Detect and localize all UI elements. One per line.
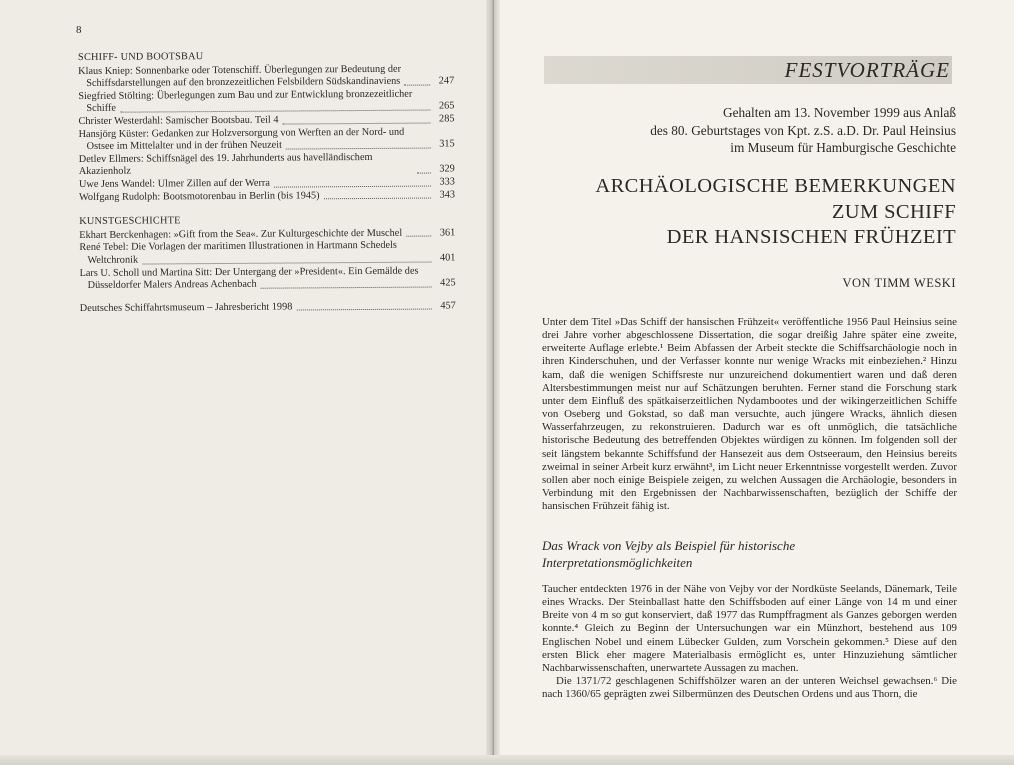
author-last-name: WESKI	[913, 276, 956, 290]
body-paragraph: Die 1371/72 geschlagenen Schiffshölzer waren an der unteren Weichsel gewachsen.⁶ Die nach 1360/65 geprägten zwei Silbermünzen des Deutschen Ordens und aus Thorn, die	[542, 675, 957, 701]
occasion-line: des 80. Geburtstages von Kpt. z.S. a.D. Dr. Paul Heinsius	[650, 122, 956, 138]
toc-entry-text: Ekhart Berckenhagen: »Gift from the Sea«. Zur Kulturgeschichte der Muschel	[79, 227, 403, 241]
title-line: ARCHÄOLOGISCHE BEMERKUNGEN	[595, 175, 956, 197]
toc-page-number: 247	[438, 75, 455, 87]
title-line: DER HANSISCHEN FRÜHZEIT	[666, 226, 956, 248]
toc-entry-text: Hansjörg Küster: Gedanken zur Holzversorgung von Werften an der Nord- und	[78, 126, 405, 140]
article-author	[842, 276, 956, 291]
section-text	[542, 583, 957, 701]
body-paragraph: Taucher entdeckten 1976 in der Nähe von Vejby vor der Nordküste Seelands, Dänemark, Teile eines Wracks. Der Steinballast hatte den Schiffsboden auf einer Länge von 14 m und einer Breite von 4 m so gut konserviert, daß 1977 das Rumpffragment als Ganzes geborgen werden konnte.⁴ Gleich zu Beginn der Untersuchungen war ein Münzhort, bestehend aus 109 Englischen Nobel und einem Lübecker Gulden, zum Vorschein gekommen.⁵ Diese auf den ersten Blick eher magere Materialbasis ermöglicht es, unter Hinzuziehung sämtlicher Nachbarwissenschaften, unerwartete Aussagen zu machen.	[542, 583, 957, 674]
toc-entry-text: Christer Westerdahl: Samischer Bootsbau. Teil 4	[78, 114, 279, 127]
page-bottom-edge	[0, 755, 1014, 765]
toc-leader-dots	[404, 84, 430, 85]
title-line: ZUM SCHIFF	[831, 200, 956, 223]
author-prefix: VON	[842, 276, 872, 290]
author-first-name: TIMM	[874, 276, 911, 290]
toc-leader-dots	[142, 261, 431, 264]
toc-leader-dots	[282, 122, 430, 124]
toc-page-number: 329	[439, 163, 455, 175]
toc-entry-text: Klaus Kniep: Sonnenbarke oder Totenschiff. Überlegungen zur Bedeutung der	[78, 63, 402, 77]
page-number: 8	[76, 24, 82, 36]
section-subheading	[542, 538, 957, 571]
toc-page-number: 315	[439, 138, 455, 150]
toc-leader-dots	[417, 172, 431, 173]
occasion-line: im Museum für Hamburgische Geschichte	[730, 140, 956, 155]
section-header-title: FESTVORTRÄGE	[784, 58, 950, 82]
occasion-line: Gehalten am 13. November 1999 aus Anlaß	[722, 105, 956, 120]
toc-page-number: 401	[439, 252, 456, 264]
toc-leader-dots	[406, 236, 431, 237]
toc-entry-text: Wolfgang Rudolph: Bootsmotorenbau in Berlin (bis 1945)	[78, 189, 320, 203]
toc-page-number: 285	[438, 113, 455, 125]
toc-page-number: 333	[439, 176, 455, 188]
toc-page-number: 361	[439, 227, 456, 239]
article-title	[516, 174, 956, 251]
toc-leader-dots	[324, 198, 431, 200]
toc-section-heading: SCHIFF- UND BOOTSBAU	[78, 51, 204, 63]
toc-entry-text: Weltchronik	[87, 254, 139, 266]
book-gutter	[486, 0, 500, 765]
toc-leader-dots	[296, 309, 431, 311]
toc-entry-text: Siegfried Stölting: Überlegungen zum Bau und zur Entwicklung bronzezeitlicher	[78, 88, 413, 102]
subheading-line: Interpretationsmöglichkeiten	[542, 554, 693, 570]
intro-text	[542, 316, 957, 513]
subheading-line: Das Wrack von Vejby als Beispiel für historische	[542, 538, 796, 553]
toc-leader-dots	[274, 185, 431, 187]
toc-entry	[78, 88, 454, 103]
toc-entry	[79, 151, 455, 179]
toc-entry	[80, 265, 456, 280]
toc-section-heading: KUNSTGESCHICHTE	[79, 215, 181, 228]
toc-entry-text: Detlev Ellmers: Schiffsnägel des 19. Jahrhunderts aus havelländischem Akazienholz	[78, 151, 373, 178]
toc-page-number: 265	[438, 100, 455, 112]
toc-entry	[80, 300, 456, 315]
table-of-contents	[78, 49, 456, 315]
toc-entry-text: Schiffsdarstellungen auf den bronzezeitlichen Felsbildern Südskandinaviens	[86, 75, 401, 90]
toc-leader-dots	[120, 110, 430, 113]
toc-page-number: 425	[440, 277, 456, 289]
toc-page-number: 457	[440, 300, 456, 312]
left-page	[0, 0, 492, 765]
toc-entry-text: Düsseldorfer Malers Andreas Achenbach	[87, 278, 257, 292]
toc-entry-text: Ostsee im Mittelalter und in der frühen Neuzeit	[86, 139, 282, 153]
toc-page-number: 343	[439, 188, 456, 201]
toc-entry-text: René Tebel: Die Vorlagen der maritimen Illustrationen in Hartmann Schedels	[79, 240, 397, 254]
lecture-occasion	[536, 104, 956, 157]
toc-entry	[79, 189, 455, 204]
toc-entry-text: Lars U. Scholl und Martina Sitt: Der Untergang der »President«. Ein Gemälde des	[79, 265, 419, 279]
toc-entry-text: Schiffe	[86, 103, 116, 115]
body-paragraph: Unter dem Titel »Das Schiff der hansischen Frühzeit« veröffentliche 1956 Paul Heinsius seine drei Jahre vorher abgeschlossene Dissertation, die sogar dreißig Jahre später eine zweite, erweiterte Auflage erlebte.¹ Beim Abfassen der Arbeit steckte die Schiffsarchäologie noch in ihren Kinderschuhen, und der Verfasser konnte nur wenige Wracks mit einbeziehen.² Hinzu kam, daß die wenigen Schiffsreste nur unzureichend dokumentiert waren und daß deren Altersbestimmungen meist nur auf Schätzungen beruhten. Ferner stand die Forschung stark unter dem Einfluß des spätkaiserzeitlichen Nydambootes und der wikingerzeitlichen Schiffe von Oseberg und Gokstad, so daß man versuchte, auch jüngere Wracks, ähnlich diesen Wasserfahrzeugen, zu rekonstruieren. Dadurch war es oft unmöglich, die tatsächliche historische Bedeutung des betreffenden Objektes würdigen zu können. Im folgenden soll der seit längstem bekannte Schiffsfund der Hansezeit aus dem Ostseeraum, den Heinsius bereits zweimal in seiner Arbeit kurz erwähnt³, im Licht neuer Erkenntnisse vorgestellt werden. Zuvor sollen aber noch einige Beispiele zeigen, zu welchen Aussagen die Archäologie, besonders in Verbindung mit den Ergebnissen der Nachbarwissenschaften, bezüglich der Schiffe der hansischen Frühzeit fähig ist.	[542, 316, 957, 513]
toc-leader-dots	[286, 147, 431, 149]
toc-entry-text: Uwe Jens Wandel: Ulmer Zillen auf der Werra	[78, 177, 270, 190]
toc-leader-dots	[261, 286, 432, 288]
toc-entry-text: Deutsches Schiffahrtsmuseum – Jahresbericht 1998	[79, 301, 293, 314]
